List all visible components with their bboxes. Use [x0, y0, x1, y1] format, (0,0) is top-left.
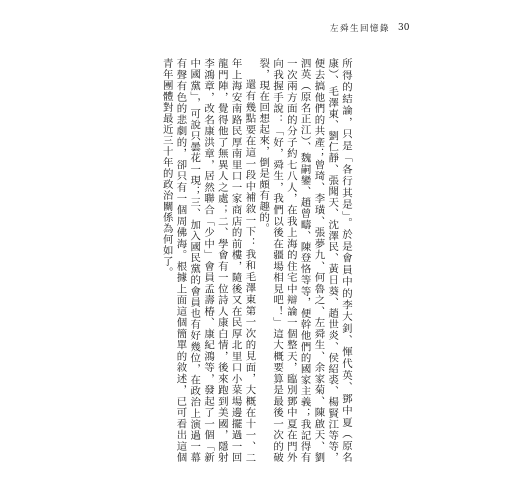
- page-number: 30: [398, 23, 410, 33]
- paragraph-2: 還有幾點要在這一段中補敘一下：我和毛澤東第一次的見面，大概在十一、二年上海安南路民厚南里口一家商店的前樓，隨後又在民厚北里口小菜場邊擺過一回龍門陣，覺得他了無異人之處；二、學會有一位詩人康白情，後來跑到美國，隱射李鴻章，改名康洪章，居然聯合「少中」會員孟壽椿、康紀鴻等，發起了一個「新中國黨」，可說只曇花一現；三、加入國民黨的會員也有好幾位，在政治上演過一幕有聲有色的悲劇的，卻只有一個周佛海。根據上面這個簡單的敘述，已可看出這個青年團體對最近三十年的政治關係為何如了。: [160, 58, 256, 463]
- running-head: [330, 21, 460, 35]
- paragraph-1: 所得的結論，只是「各行其是」。於是會員中的李大釗、惲代英、鄧中夏（原名康）、毛澤東、劉仁靜、張聞天、沈澤民、黃日葵、趙世炎、侯紹裘、楊賢江等等，便去搞他們的共產；曾琦、李璜、張夢九、何魯之、左舜生、余家菊、陳啟天、劉泗英（原名正江）、魏嗣鑾、趙曾疇、陳登恪等等，便幹他們的國家主義；我記得有一次兩方面的分子約七八人，在我上海的住宅中辯論一個整天，臨別鄧中夏在門外向我握手說：「好，舜生，我們以後在疆場相見吧！」這大概要算是最後一次的破裂，現在回想起來，倒是頗有趣的。: [257, 58, 352, 463]
- body-text: [160, 58, 352, 463]
- book-title: 左舜生回憶錄: [330, 24, 391, 34]
